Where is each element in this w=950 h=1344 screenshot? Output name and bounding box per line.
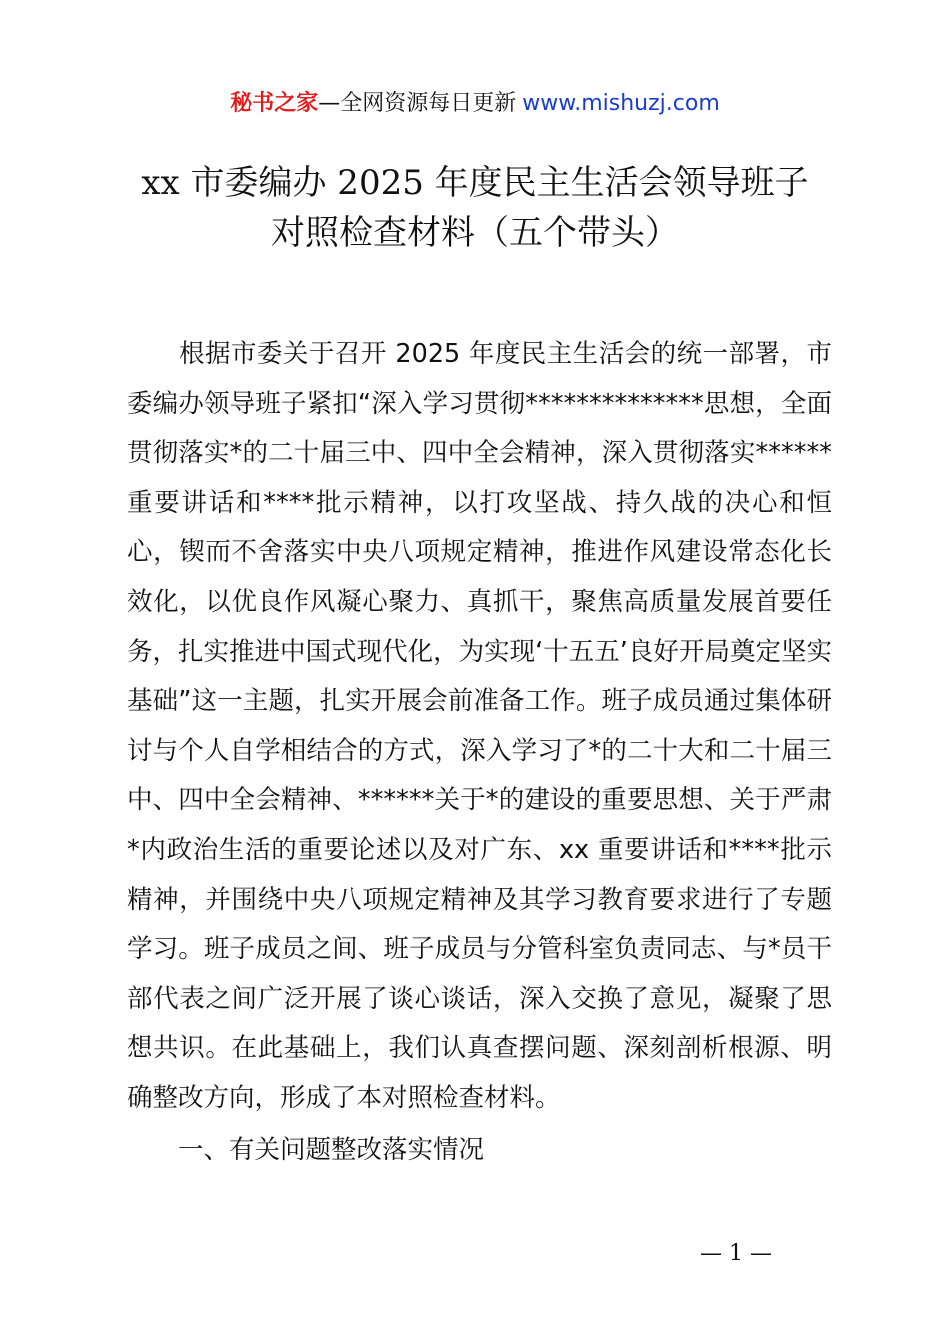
header-banner	[0, 88, 950, 120]
brand-name: 秘书之家	[230, 91, 319, 116]
page-number: — 1 —	[700, 1241, 772, 1266]
section-heading: 一、有关问题整改落实情况	[178, 1135, 485, 1165]
header-tagline: —全网资源每日更新	[318, 91, 517, 116]
document-title	[0, 158, 950, 258]
document-title-line-1: xx 市委编办 2025 年度民主生活会领导班子	[141, 163, 809, 203]
body-paragraph: 根据市委关于召开 2025 年度民主生活会的统一部署，市委编办领导班子紧扣“深入学习贯彻**************思想，全面贯彻落实*的二十届三中、四中全会精神，深入贯彻落实******重要讲话和****批示精神，以打攻坚战、持久战的决心和恒心，锲而不舍落实中央八项规定精神，推进作风建设常态化长效化，以优良作风凝心聚力、真抓干，聚焦高质量发展首要任务，扎实推进中国式现代化，为实现‘十五五’良好开局奠定坚实基础”这一主题，扎实开展会前准备工作。班子成员通过集体研讨与个人自学相结合的方式，深入学习了*的二十大和二十届三中、四中全会精神、******关于*的建设的重要思想、关于严肃*内政治生活的重要论述以及对广东、xx 重要讲话和****批示精神，并围绕中央八项规定精神及其学习教育要求进行了专题学习。班子成员之间、班子成员与分管科室负责同志、与*员干部代表之间广泛开展了谈心谈话，深入交换了意见，凝聚了思想共识。在此基础上，我们认真查摆问题、深刻剖析根源、明确整改方向，形成了本对照检查材料。	[127, 339, 832, 1113]
document-title-line-2: 对照检查材料（五个带头）	[271, 213, 679, 253]
site-url-link[interactable]: www.mishuzj.com	[522, 91, 720, 116]
